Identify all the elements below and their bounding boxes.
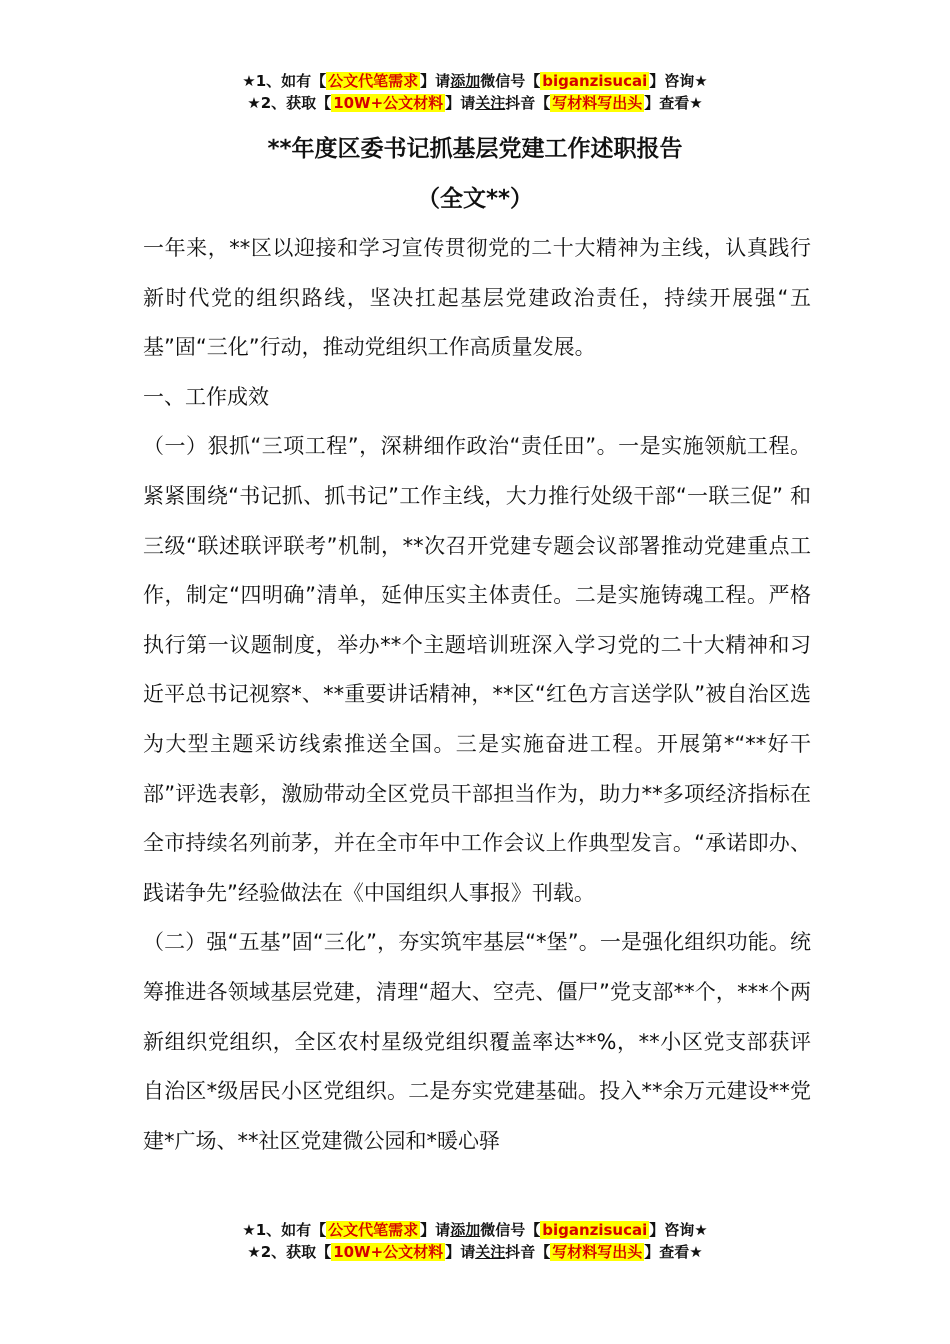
- promo-highlight: 10W+公文材料: [333, 94, 444, 112]
- document-body: [143, 224, 811, 1166]
- promo-highlight: 公文代笔需求: [328, 1221, 419, 1239]
- promo-text: 】请: [445, 1243, 476, 1261]
- promo-line-2: [0, 1241, 950, 1263]
- promo-emphasis: 关注: [475, 1243, 506, 1261]
- document-title: **年度区委书记抓基层党建工作述职报告: [267, 136, 683, 162]
- promo-emphasis: 添加: [450, 1221, 481, 1239]
- promo-banner-bottom: [0, 1219, 950, 1263]
- promo-text: 】请: [445, 94, 476, 112]
- promo-text: ★1、如有【: [242, 72, 327, 90]
- document-subtitle: （全文**）: [416, 186, 534, 212]
- promo-emphasis: 添加: [450, 72, 481, 90]
- promo-emphasis: 关注: [475, 94, 506, 112]
- promo-text: 】咨询★: [649, 1221, 708, 1239]
- promo-text: ★2、获取【: [247, 94, 332, 112]
- promo-highlight: biganzisucai: [542, 72, 648, 90]
- promo-text: 抖音【: [505, 1243, 551, 1261]
- promo-text: ★1、如有【: [242, 1221, 327, 1239]
- promo-text: 】查看★: [644, 94, 703, 112]
- promo-text: 】查看★: [644, 1243, 703, 1261]
- promo-text: 抖音【: [505, 94, 551, 112]
- promo-highlight: 10W+公文材料: [333, 1243, 444, 1261]
- section-heading: 一、工作成效: [143, 384, 269, 409]
- promo-line-1: [0, 70, 950, 92]
- paragraph-intro: 一年来，**区以迎接和学习宣传贯彻党的二十大精神为主线，认真践行新时代党的组织路线，坚决扛起基层党建政治责任，持续开展强“五基”固“三化”行动，推动党组织工作高质量发展。: [143, 236, 811, 360]
- promo-text: 微信号【: [480, 72, 541, 90]
- promo-highlight: 写材料写出头: [552, 1243, 643, 1261]
- paragraph-section-1: （一）狠抓“三项工程”，深耕细作政治“责任田”。一是实施领航工程。紧紧围绕“书记抓、抓书记”工作主线，大力推行处级干部“一联三促” 和三级“联述联评联考”机制，**次召开党建专题会议部署推动党建重点工作，制定“四明确”清单，延伸压实主体责任。二是实施铸魂工程。严格执行第一议题制度，举办**个主题培训班深入学习党的二十大精神和习近平总书记视察*、**重要讲话精神，**区“红色方言送学队”被自治区选为大型主题采访线索推送全国。三是实施奋进工程。开展第*“**好干部”评选表彰，激励带动全区党员干部担当作为，助力**多项经济指标在全市持续名列前茅，并在全市年中工作会议上作典型发言。“承诺即办、践诺争先”经验做法在《中国组织人事报》刊载。: [143, 434, 811, 905]
- promo-line-2: [0, 92, 950, 114]
- promo-text: ★2、获取【: [247, 1243, 332, 1261]
- promo-banner-top: [0, 70, 950, 114]
- promo-text: 微信号【: [480, 1221, 541, 1239]
- promo-highlight: 写材料写出头: [552, 94, 643, 112]
- promo-text: 】请: [420, 72, 451, 90]
- promo-highlight: 公文代笔需求: [328, 72, 419, 90]
- promo-text: 】咨询★: [649, 72, 708, 90]
- promo-highlight: biganzisucai: [542, 1221, 648, 1239]
- promo-text: 】请: [420, 1221, 451, 1239]
- paragraph-section-2: （二）强“五基”固“三化”，夯实筑牢基层“*堡”。一是强化组织功能。统筹推进各领域基层党建，清理“超大、空壳、僵尸”党支部**个，***个两新组织党组织，全区农村星级党组织覆盖率达**%，**小区党支部获评自治区*级居民小区党组织。二是夯实党建基础。投入**余万元建设**党建*广场、**社区党建微公园和*暖心驿: [143, 930, 811, 1153]
- promo-line-1: [0, 1219, 950, 1241]
